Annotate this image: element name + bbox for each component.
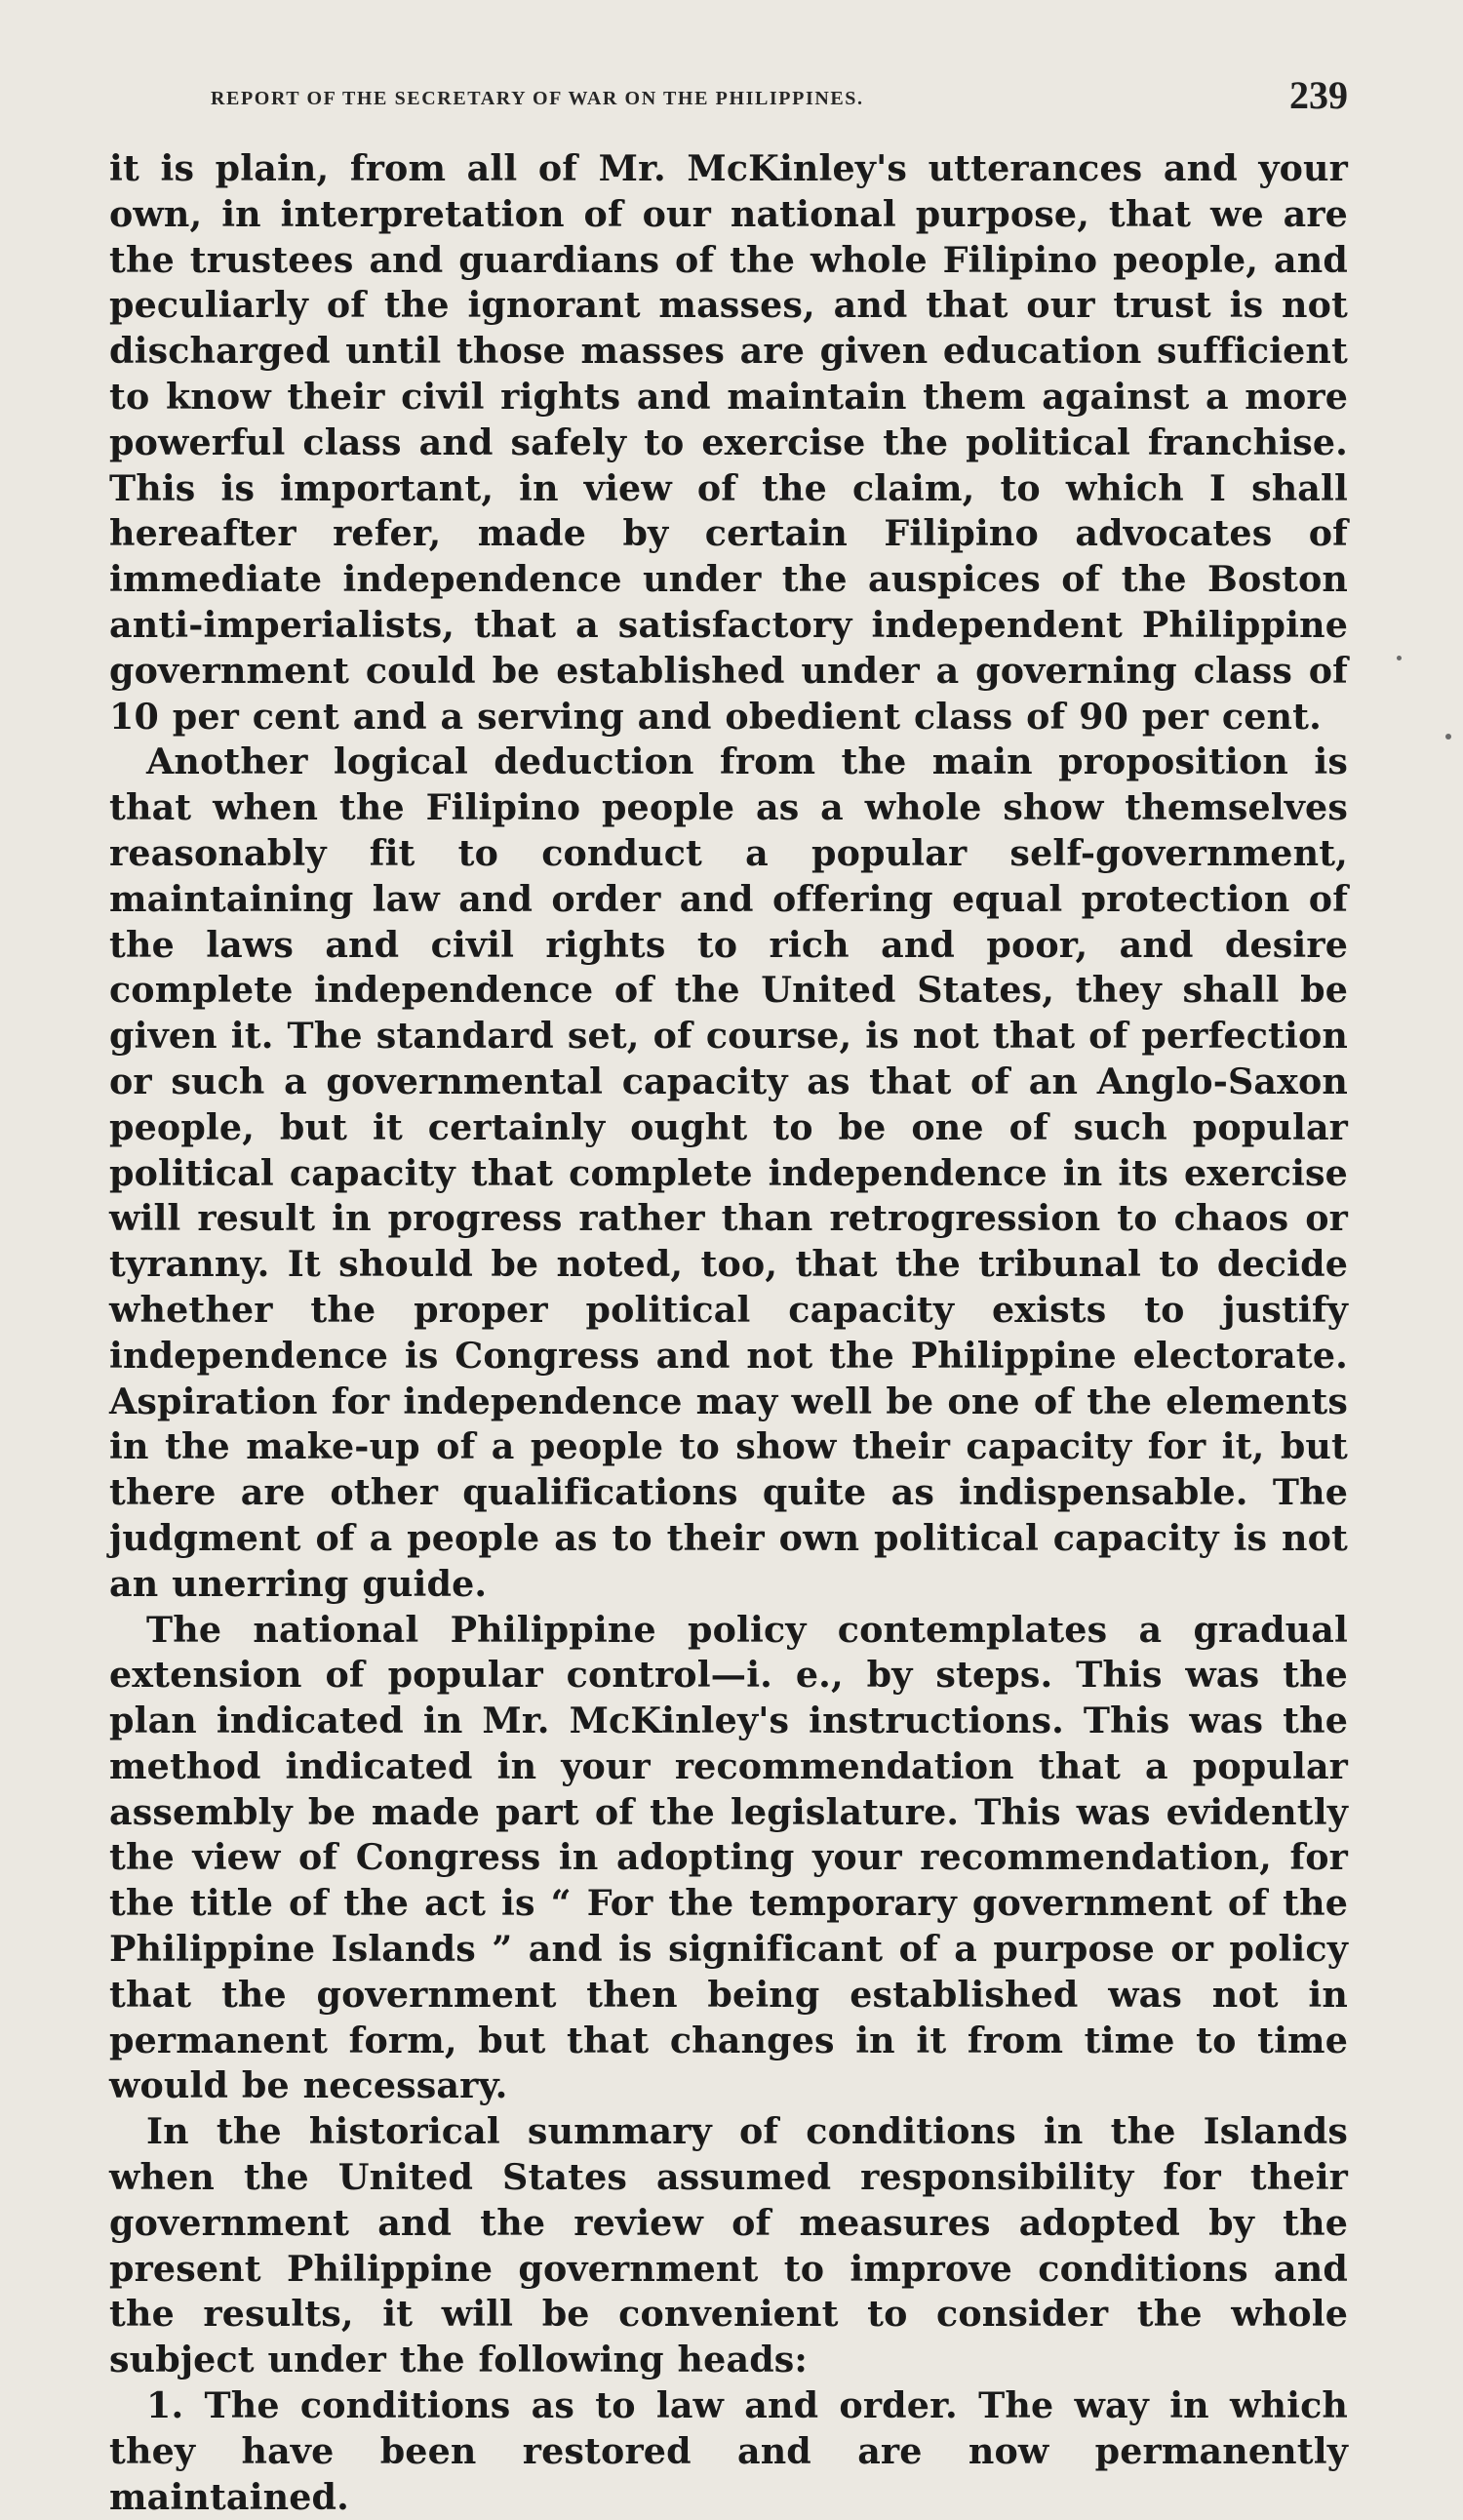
paragraph: it is plain, from all of Mr. McKinley's utterances and your own, in interpretation of our national purpose, that we are the trustees and guardians of the whole Filipino people, and peculiarly of the ignorant masses, and that our trust is not discharged until those masses are given education sufficient to know their civil rights and maintain them against a more powerful class and safely to exercise the political franchise. This is important, in view of the claim, to which I shall hereafter refer, made by certain Filipino advocates of immediate independence under the auspices of the Boston anti-imperialists, that a satisfactory independent Philippine government could be established under a governing class of 10 per cent and a serving and obedient class of 90 per cent. — [109, 147, 1348, 738]
body-text — [109, 146, 1348, 2520]
page-number: 239 — [1289, 73, 1348, 117]
running-head — [109, 70, 1348, 129]
ink-speck — [1397, 656, 1402, 660]
paragraph: Another logical deduction from the main proposition is that when the Filipino people as a whole show themselves reasonably fit to conduct a popular self-government, maintaining law and order and offering equal protection of the laws and civil rights to rich and poor, and desire complete independence of the United States, they shall be given it. The standard set, of course, is not that of perfection or such a governmental capacity as that of an Anglo-Saxon people, but it certainly ought to be one of such popular political capacity that complete independence in its exercise will result in progress rather than retrogression to chaos or tyranny. It should be noted, too, that the tribunal to decide whether the proper political capacity exists to justify independence is Congress and not the Philippine electorate. Aspiration for independence may well be one of the elements in the make-up of a people to show their capacity for it, but there are other qualifications quite as indispensable. The judgment of a people as to their own political capacity is not an unerring guide. — [109, 740, 1348, 1605]
paragraph: 1. The conditions as to law and order. The way in which they have been restored and are now permanently maintained. — [109, 2384, 1348, 2518]
paragraph: The national Philippine policy contemplates a gradual extension of popular control—i. e., by steps. This was the plan indicated in Mr. McKinley's instructions. This was the method indicated in your recommendation that a popular assembly be made part of the legislature. This was evidently the view of Congress in adopting your recommendation, for the title of the act is “ For the temporary government of the Philippine Islands ” and is significant of a purpose or policy that the government then being established was not in permanent form, but that changes in it from time to time would be necessary. — [109, 1608, 1348, 2107]
book-page — [109, 70, 1348, 2518]
ink-speck — [1445, 734, 1451, 740]
paragraph: In the historical summary of conditions in the Islands when the United States assumed responsibility for their government and the review of measures adopted by the present Philippine government to improve conditions and the results, it will be convenient to consider the whole subject under the following heads: — [109, 2110, 1348, 2381]
running-title: REPORT OF THE SECRETARY OF WAR ON THE PHILIPPINES. — [211, 88, 864, 109]
